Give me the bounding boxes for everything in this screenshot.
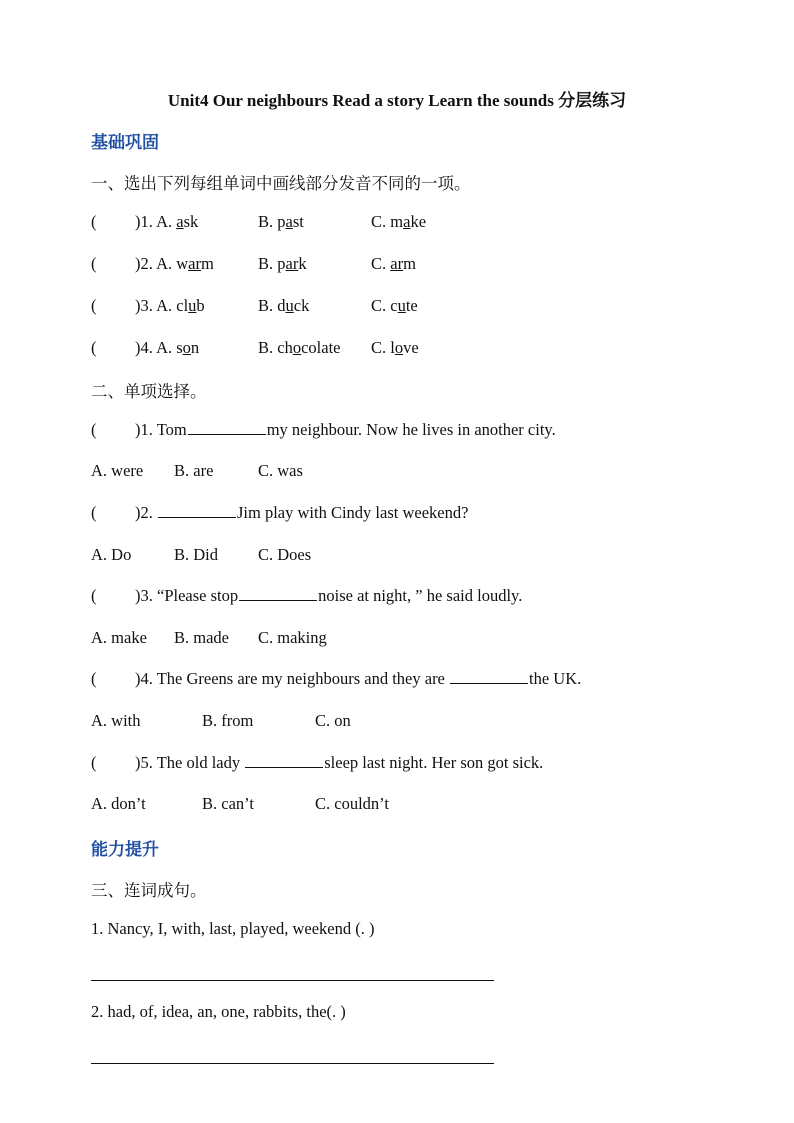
fill-blank xyxy=(450,669,528,684)
word-b-suffix: ck xyxy=(293,296,310,315)
answer-paren: ( xyxy=(91,254,97,273)
word-b-suffix: colate xyxy=(301,338,341,357)
fill-blank xyxy=(188,420,266,435)
option-b-label: B. xyxy=(258,296,274,315)
word-c-underlined: a xyxy=(403,212,411,231)
word-c-suffix: ke xyxy=(410,212,427,231)
option-a: A. Do xyxy=(91,545,132,564)
word-a-suffix: n xyxy=(190,338,200,357)
word-b-suffix: k xyxy=(298,254,307,273)
question-post-text: noise at night, ” he said loudly. xyxy=(318,586,523,605)
answer-line xyxy=(91,1063,494,1064)
question-post-text: my neighbour. Now he lives in another city. xyxy=(266,420,556,439)
word-c-suffix: te xyxy=(405,296,418,315)
option-c: C. Does xyxy=(258,545,312,564)
word-b-suffix: st xyxy=(292,212,304,231)
word-c-suffix: m xyxy=(403,254,416,273)
question-post-text: the UK. xyxy=(529,669,582,688)
question-number: )2. xyxy=(135,503,153,522)
question-post-text: sleep last night. Her son got sick. xyxy=(324,753,544,772)
option-c: C. making xyxy=(258,628,327,647)
word-b-prefix: p xyxy=(277,212,286,231)
word-b-underlined: ar xyxy=(285,254,299,273)
word-b-prefix: d xyxy=(277,296,286,315)
word-b-prefix: ch xyxy=(277,338,293,357)
option-b: B. are xyxy=(174,461,214,480)
word-b-prefix: p xyxy=(277,254,286,273)
word-b-underlined: u xyxy=(285,296,294,315)
answer-line xyxy=(91,980,494,981)
answer-paren: ( xyxy=(91,296,97,315)
option-c: C. couldn’t xyxy=(315,794,389,813)
option-c-label: C. xyxy=(371,254,387,273)
option-b: B. made xyxy=(174,628,229,647)
part2-question xyxy=(91,753,543,773)
question-pre-text: The old lady xyxy=(156,753,241,772)
answer-paren: ( xyxy=(91,212,97,231)
question-pre-text: The Greens are my neighbours and they are xyxy=(156,669,445,688)
option-c-label: C. xyxy=(371,212,387,231)
option-b: B. from xyxy=(202,711,254,730)
word-b-underlined: o xyxy=(292,338,302,357)
option-a: A. with xyxy=(91,711,141,730)
question-number: )5. xyxy=(135,753,153,772)
option-b-label: B. xyxy=(258,212,274,231)
word-a-underlined: u xyxy=(188,296,197,315)
section-heading-advanced: 能力提升 xyxy=(91,840,159,859)
question-post-text: Jim play with Cindy last weekend? xyxy=(237,503,469,522)
question-pre-text: Tom xyxy=(156,420,187,439)
option-b-label: B. xyxy=(258,338,274,357)
option-c-label: C. xyxy=(371,296,387,315)
option-b: B. can’t xyxy=(202,794,254,813)
page-title: Unit4 Our neighbours Read a story Learn the sounds 分层练习 xyxy=(167,91,627,110)
word-a-underlined: ar xyxy=(188,254,201,273)
part2-question xyxy=(91,586,522,606)
option-c: C. was xyxy=(258,461,303,480)
option-b: B. Did xyxy=(174,545,219,564)
word-a-prefix: cl xyxy=(176,296,189,315)
part2-question xyxy=(91,503,468,523)
answer-paren: ( xyxy=(91,420,97,439)
part3-instruction: 三、连词成句。 xyxy=(91,881,207,900)
question-number: )1. xyxy=(135,420,153,439)
option-a: A. were xyxy=(91,461,144,480)
option-a: A. don’t xyxy=(91,794,146,813)
answer-paren: ( xyxy=(91,586,97,605)
word-a-prefix: w xyxy=(176,254,189,273)
word-a-underlined: a xyxy=(176,212,184,231)
part3-question: 2. had, of, idea, an, one, rabbits, the(. ) xyxy=(91,1002,346,1021)
word-a-suffix: m xyxy=(201,254,214,273)
fill-blank xyxy=(245,753,323,768)
part3-question: 1. Nancy, I, with, last, played, weekend (. ) xyxy=(91,919,375,938)
word-c-prefix: l xyxy=(390,338,395,357)
section-heading-basic: 基础巩固 xyxy=(91,133,159,152)
word-a-underlined: o xyxy=(182,338,191,357)
fill-blank xyxy=(239,586,317,601)
word-b-underlined: a xyxy=(285,212,293,231)
word-c-suffix: ve xyxy=(403,338,419,357)
question-number: )3. xyxy=(135,586,153,605)
word-a-prefix: s xyxy=(176,338,183,357)
word-a-suffix: sk xyxy=(183,212,199,231)
answer-paren: ( xyxy=(91,338,97,357)
option-c-label: C. xyxy=(371,338,387,357)
answer-paren: ( xyxy=(91,503,97,522)
option-c: C. on xyxy=(315,711,351,730)
word-c-underlined: ar xyxy=(390,254,404,273)
option-b-label: B. xyxy=(258,254,274,273)
part1-instruction: 一、选出下列每组单词中画线部分发音不同的一项。 xyxy=(91,174,471,193)
word-c-prefix: m xyxy=(390,212,404,231)
question-number: )4. xyxy=(135,669,153,688)
option-a: A. make xyxy=(91,628,147,647)
answer-paren: ( xyxy=(91,753,97,772)
fill-blank xyxy=(158,503,236,518)
answer-paren: ( xyxy=(91,669,97,688)
part2-instruction: 二、单项选择。 xyxy=(91,382,207,401)
question-pre-text: “Please stop xyxy=(157,586,239,605)
word-c-underlined: o xyxy=(394,338,404,357)
part2-question xyxy=(91,420,556,440)
question-number: )2. A. xyxy=(135,254,173,273)
part2-question xyxy=(91,669,581,689)
question-number: )4. A. xyxy=(135,338,173,357)
word-c-prefix: c xyxy=(390,296,398,315)
word-c-underlined: u xyxy=(397,296,406,315)
question-number: )3. A. xyxy=(135,296,173,315)
question-number: )1. A. xyxy=(135,212,173,231)
word-a-suffix: b xyxy=(196,296,205,315)
